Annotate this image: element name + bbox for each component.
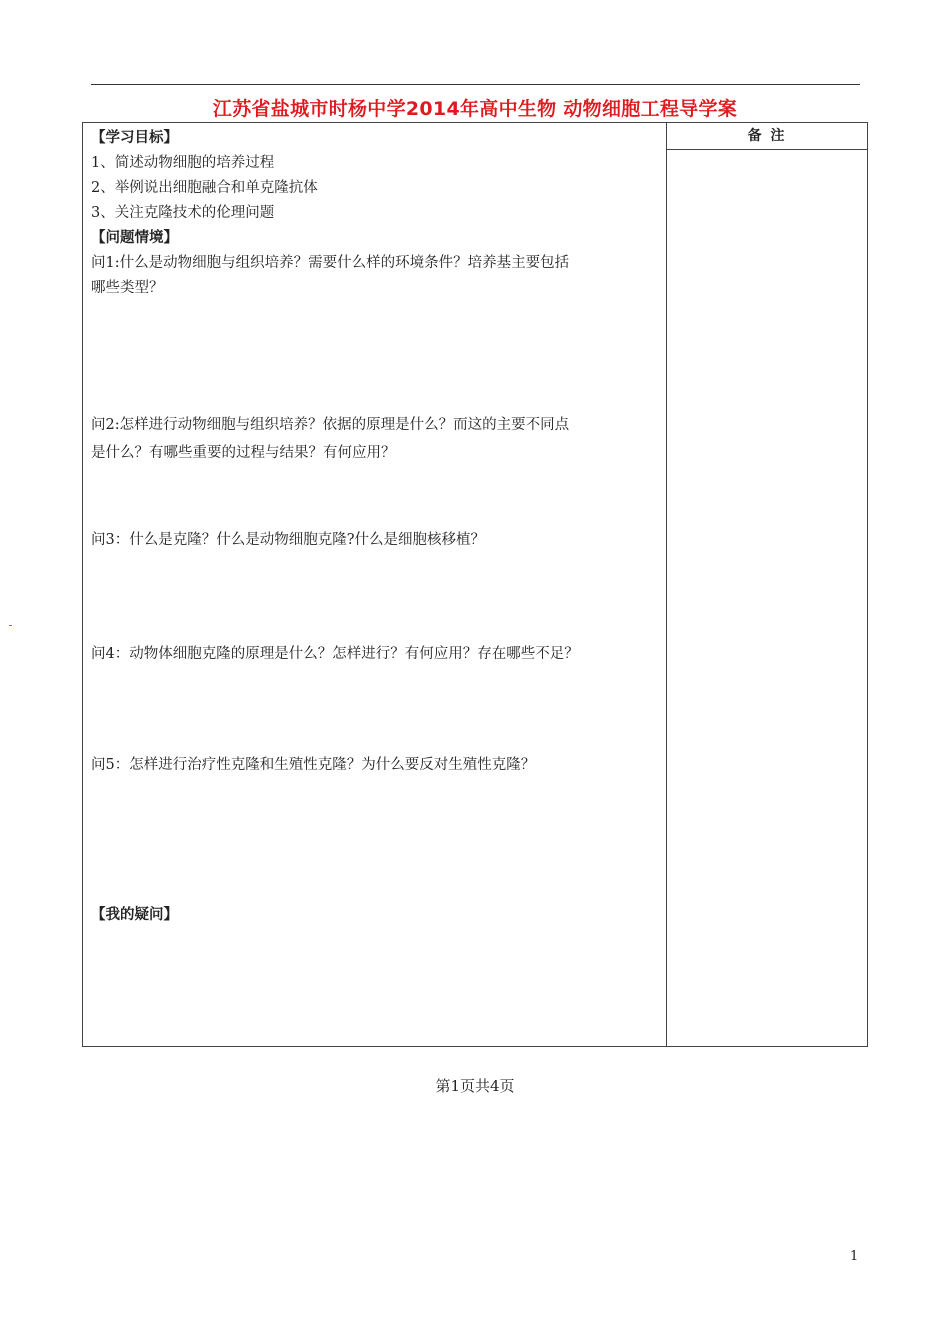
goal-item: 1、简述动物细胞的培养过程 [91,155,275,171]
document-title: 江苏省盐城市时杨中学2014年高中生物 动物细胞工程导学案 [212,98,738,120]
question-1-line-2: 哪些类型？ [91,280,164,296]
situation-heading: 【问题情境】 [91,230,178,246]
question-2-line-1: 问2:怎样进行动物细胞与组织培养？依据的原理是什么？而这的主要不同点 [91,417,570,433]
goals-heading: 【学习目标】 [91,130,178,146]
notes-column-header: 备 注 [667,123,867,150]
question-2-line-2: 是什么？有哪些重要的过程与结果？有何应用？ [91,445,396,461]
goal-item: 2、举例说出细胞融合和单克隆抗体 [91,180,318,196]
page-footer: 第1页共4页 [435,1077,515,1095]
column-divider [666,123,667,1046]
study-guide-table [82,122,868,1047]
doubts-heading: 【我的疑问】 [91,907,178,923]
goal-item: 3、关注克隆技术的伦理问题 [91,205,275,221]
stray-mark [9,625,12,626]
header-rule [91,84,860,85]
question-1-line-1: 问1:什么是动物细胞与组织培养？需要什么样的环境条件？培养基主要包括 [91,255,570,271]
question-5: 问5：怎样进行治疗性克隆和生殖性克隆？为什么要反对生殖性克隆？ [91,757,536,773]
page-number: 1 [850,1249,859,1264]
question-4: 问4：动物体细胞克隆的原理是什么？怎样进行？有何应用？存在哪些不足？ [91,646,579,662]
question-3: 问3：什么是克隆？什么是动物细胞克隆?什么是细胞核移植？ [91,532,485,548]
